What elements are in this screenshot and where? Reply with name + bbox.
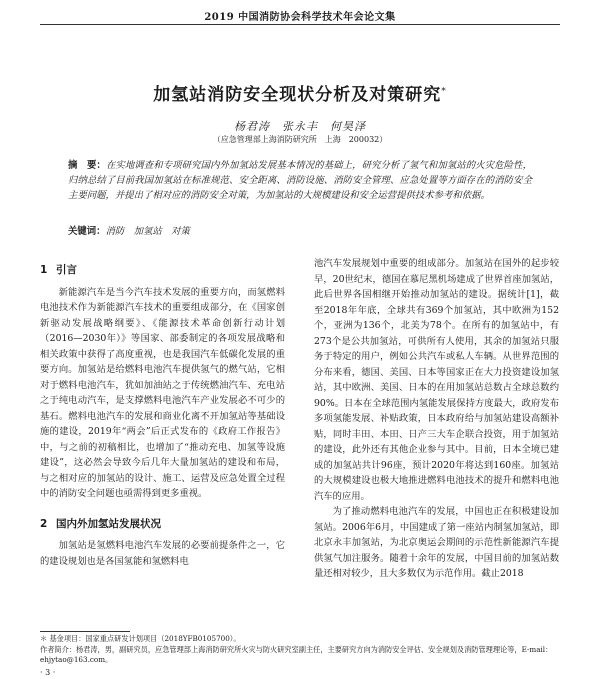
section2-paragraph-2: 为了推动燃料电池汽车的发展，中国也正在积极建设加氢站。2006年6月，中国建成了第一座站内制氢加氢站，即北京永丰加氢站，为北京奥运会期间的示范性新能源汽车提供氢气加注服务。随着十余年的发展，中国目前的加氢站数量还相对较少，且大多数仅为示范作用。截止2018 (314, 506, 559, 579)
section2-paragraph-continued: 池汽车发展规划中重要的组成部分。加氢站在国外的起步较早，20世纪末，德国在慕尼黑机场建成了世界首座加氢站，此后世界各国相继开始推动加氢站的建设。据统计[1]，截至2018年年底，全球共有369个加氢站，其中欧洲为152个，亚洲为136个，北美为78个。在所有的加氢站中，有273个是公共加氢站，可供所有人使用，其余的加氢站只服务于特定的用户，例如公共汽车或私人车辆。从世界范围的分布来看，德国、美国、日本等国家正在大力投资建设加氢站，其中欧洲、美国、日本的在用加氢站总数占全球总数约90%。日本在全球范围内氢能发展保持方度最大，政府发布多项氢能发展、补贴政策，日本政府给与加氢站建设高额补贴，同时丰田、本田、日产三大车企联合投资，用于加氢站的建设，此外还有其他企业参与其中。目前，日本全境已建成的加氢站共计96座，预计2020年将达到160座。加氢站的大规模建设也极大地推进燃料电池技术的提升和燃料电池汽车的应用。 (314, 258, 559, 502)
abstract (68, 158, 532, 203)
abstract-text: 在实地调查和专项研究国内外加氢站发展基本情况的基础上，研究分析了氢气和加氢站的火灾危险性，归纳总结了目前我国加氢站在标准规范、安全距离、消防设施、消防安全管理、应急处置等方面存在的消防安全主要问题，并提出了相对应的消防安全对策，为加氢站的大规模建设和安全运营提供技术参考和依据。 (68, 160, 532, 201)
section1-paragraph: 新能源汽车是当今汽车技术发展的重要方向，而氢燃料电池技术作为新能源汽车技术的重要组成部分，在《国家创新驱动发展战略纲要》、《能源技术革命创新行动计划（2016—2030年）》等国家、部委制定的各项发展战略和相关政策中获得了高度重视，也是我国汽车低碳化发展的重要方向。加氢站是给燃料电池汽车提供氢气的燃气站，它相对于燃料电池汽车，犹如加油站之于传统燃油汽车、充电站之于纯电动汽车，是支撑燃料电池汽车产业发展必不可少的基石。燃料电池汽车的发展和商业化离不开加氢站等基础设施的建设，2019年“两会”后正式发布的《政府工作报告》中，与之前的初稿相比，也增加了“推动充电、加氢等设施建设”，这必然会导致今后几年大量加氢站的建设和布局，与之相对应的加氢站的设计、施工、运营及应急处置全过程中的消防安全问题也亟需得到更多重视。 (40, 286, 285, 499)
section-heading-1 (40, 263, 285, 279)
keywords-text: 消防 加氢站 对策 (105, 226, 190, 237)
keywords-label: 关键词： (68, 226, 106, 237)
paper-title (40, 80, 560, 105)
footnote-author-bio: 作者简介：杨君涛，男，副研究员，应急管理部上海消防研究所火灾与防火研究室副主任，主要研究方向为消防安全评估、安全规划及消防管理理论等，E-mail：ehjytao@163.com。 (40, 644, 553, 664)
keywords (68, 225, 532, 239)
paper-title-text: 加氢站消防安全现状分析及对策研究 (153, 85, 442, 105)
footnote-funding: ＊ 基金项目：国家重点研发计划项目（2018YFB0105700）。 (40, 634, 241, 643)
section-number: 1 (40, 264, 48, 276)
section-heading-2 (40, 517, 285, 533)
footnote-rule (40, 631, 130, 632)
right-column (314, 256, 559, 582)
section2-paragraph-start: 加氢站是氢燃料电池汽车发展的必要前提条件之一，它的建设规划也是各国氢能和氢燃料电 (40, 540, 285, 567)
section-title: 国内外加氢站发展状况 (56, 517, 161, 530)
abstract-label: 摘 要： (68, 160, 106, 171)
authors: 杨君涛 张永丰 何昊泽 (234, 120, 366, 133)
left-column (40, 256, 285, 569)
running-head: 2019 中国消防协会科学技术年会论文集 (204, 12, 396, 23)
page-number: · 3 · (40, 668, 56, 677)
footnotes (40, 634, 560, 666)
affiliation: （应急管理部上海消防研究所 上海 200032） (212, 135, 388, 144)
title-footnote-marker: * (441, 86, 447, 97)
header-rule (40, 24, 560, 25)
section-title: 引言 (56, 264, 77, 276)
section-number: 2 (40, 517, 48, 530)
